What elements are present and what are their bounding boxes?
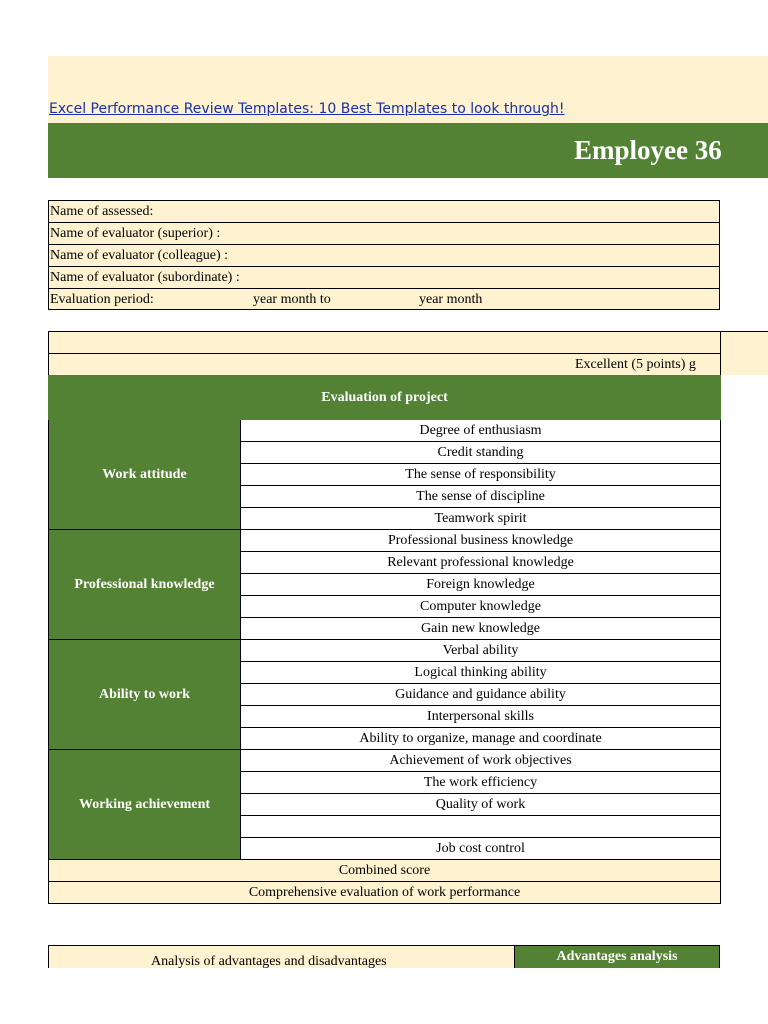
criterion-cell[interactable]: Gain new knowledge <box>241 618 721 640</box>
combined-score-row[interactable]: Combined score <box>49 860 721 882</box>
analysis-label: Analysis of advantages and disadvantages <box>151 954 387 968</box>
table-row <box>49 882 721 904</box>
criterion-cell[interactable]: Ability to organize, manage and coordinate <box>241 728 721 750</box>
period-label: Evaluation period: <box>50 292 154 307</box>
superior-row[interactable] <box>49 223 719 245</box>
criterion-cell[interactable]: The sense of responsibility <box>241 464 721 486</box>
criterion-cell[interactable]: Achievement of work objectives <box>241 750 721 772</box>
criterion-cell[interactable]: Relevant professional knowledge <box>241 552 721 574</box>
info-section <box>48 200 720 310</box>
criterion-cell[interactable]: Logical thinking ability <box>241 662 721 684</box>
period-to-label: year month <box>419 292 483 307</box>
advantages-analysis-cell[interactable]: Advantages analysis <box>514 945 720 968</box>
table-row <box>49 860 721 882</box>
category-cell: Professional knowledge <box>49 530 241 640</box>
table-row <box>49 750 721 772</box>
comprehensive-evaluation-row[interactable]: Comprehensive evaluation of work performance <box>49 882 721 904</box>
assessed-label: Name of assessed: <box>50 204 154 219</box>
category-cell: Ability to work <box>49 640 241 750</box>
subordinate-row[interactable] <box>49 267 719 289</box>
criterion-cell[interactable]: Job cost control <box>241 838 721 860</box>
criterion-cell[interactable]: Verbal ability <box>241 640 721 662</box>
category-cell: Working achievement <box>49 750 241 860</box>
subordinate-label: Name of evaluator (subordinate) : <box>50 270 240 285</box>
superior-label: Name of evaluator (superior) : <box>50 226 221 241</box>
criterion-cell[interactable] <box>241 816 721 838</box>
criterion-cell[interactable]: Degree of enthusiasm <box>241 420 721 442</box>
scale-section <box>48 331 768 375</box>
criterion-cell[interactable]: Professional business knowledge <box>241 530 721 552</box>
scale-edge <box>720 332 721 375</box>
colleague-label: Name of evaluator (colleague) : <box>50 248 229 263</box>
templates-link[interactable]: Excel Performance Review Templates: 10 Best Templates to look through! <box>49 101 565 117</box>
criterion-cell[interactable]: Quality of work <box>241 794 721 816</box>
assessed-row[interactable] <box>49 201 719 223</box>
colleague-row[interactable] <box>49 245 719 267</box>
criterion-cell[interactable]: The work efficiency <box>241 772 721 794</box>
criterion-cell[interactable]: The sense of discipline <box>241 486 721 508</box>
criterion-cell[interactable]: Credit standing <box>241 442 721 464</box>
criterion-cell[interactable]: Interpersonal skills <box>241 706 721 728</box>
title-bar <box>48 123 768 178</box>
period-from-label: year month to <box>253 292 331 307</box>
criterion-cell[interactable]: Foreign knowledge <box>241 574 721 596</box>
table-row <box>49 640 721 662</box>
evaluation-table <box>48 375 721 904</box>
analysis-left-cell[interactable] <box>48 945 514 968</box>
period-row[interactable] <box>49 289 719 311</box>
table-row <box>49 420 721 442</box>
category-cell: Work attitude <box>49 420 241 530</box>
table-row <box>49 530 721 552</box>
criterion-cell[interactable]: Guidance and guidance ability <box>241 684 721 706</box>
page-title: Employee 36 <box>574 135 722 165</box>
scale-excellent-label: Excellent (5 points) g <box>575 357 696 372</box>
table-header: Evaluation of project <box>49 376 721 420</box>
criterion-cell[interactable]: Computer knowledge <box>241 596 721 618</box>
criterion-cell[interactable]: Teamwork spirit <box>241 508 721 530</box>
